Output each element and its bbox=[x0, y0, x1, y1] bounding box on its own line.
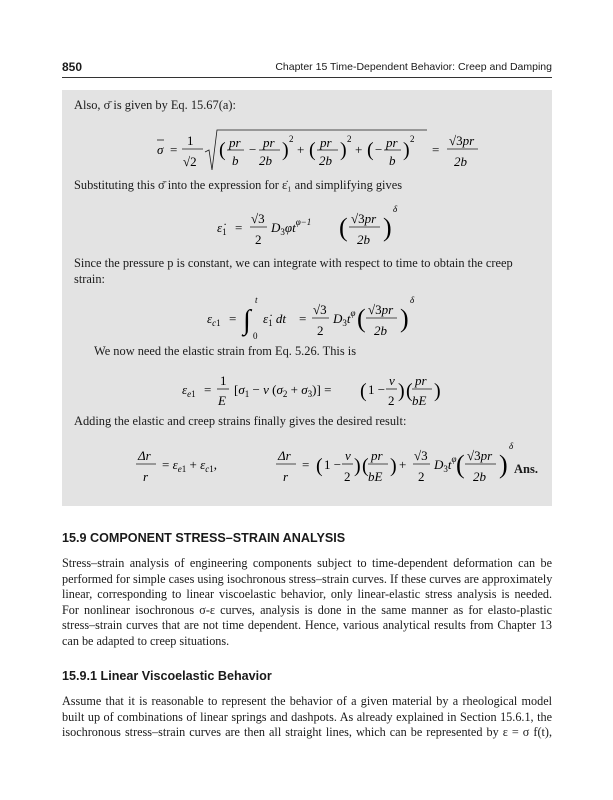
svg-text:pr: pr bbox=[320, 135, 332, 150]
paragraph-line: Stress–strain analysis of engineering components subject to time-dependent deformation can be bbox=[62, 556, 552, 570]
paragraph-line: stress–strain curves that are not time dependent. Hence, various analytical results from Chapter 13 bbox=[62, 618, 552, 633]
svg-text:(: ( bbox=[339, 213, 348, 242]
svg-text:(: ( bbox=[360, 380, 367, 402]
svg-text:= εe1 + εc1,: = $\varepsilon_e1 + \varepsilon_c1$, bbox=[162, 457, 217, 474]
svg-text:2: 2 bbox=[410, 134, 415, 144]
svg-text:2: 2 bbox=[388, 393, 395, 408]
svg-text:): ) bbox=[398, 380, 405, 402]
paragraph-line: performed for simple cases using isochronous stress–strain curves. If these curves are approximately bbox=[62, 571, 553, 586]
svg-text:=: = bbox=[229, 311, 237, 326]
svg-text:1: 1 bbox=[220, 373, 227, 388]
paragraph-line: linear, corresponding to linear viscoelastic behavior, only linear-elastic stress analysis is needed. bbox=[62, 587, 552, 602]
svg-text:=: = bbox=[302, 457, 310, 472]
subsection-heading: 15.9.1 Linear Viscoelastic Behavior bbox=[62, 669, 272, 683]
svg-text:bE: bE bbox=[412, 393, 427, 408]
svg-text:(: ( bbox=[367, 139, 374, 161]
svg-text:1 −: 1 − bbox=[324, 457, 342, 472]
svg-text:2: 2 bbox=[418, 469, 425, 484]
section-heading: 15.9 COMPONENT STRESS–STRAIN ANALYSIS bbox=[62, 531, 346, 545]
svg-text:√3pr: √3pr bbox=[368, 302, 394, 317]
svg-text:+: + bbox=[355, 142, 363, 157]
paragraph-line: Assume that it is reasonable to represent the behavior of a given material by a rheological model bbox=[62, 694, 552, 708]
paragraph-line: For nonlinear isochronous σ-ε curves, analysis is done in the same manner as for elasto-plastic bbox=[62, 602, 552, 617]
svg-text:=: = bbox=[432, 142, 440, 157]
svg-text:b: b bbox=[389, 153, 396, 168]
svg-text:pr: pr bbox=[371, 448, 383, 463]
svg-text:r: r bbox=[143, 469, 149, 484]
svg-text:pr: pr bbox=[263, 135, 275, 150]
svg-text:=: = bbox=[204, 382, 212, 397]
svg-text:): ) bbox=[390, 455, 397, 477]
svg-text:2b: 2b bbox=[259, 153, 272, 168]
svg-text:D3φtφ−1: $D_3\varphi t^{\varphi-1}$ bbox=[271, 217, 312, 237]
svg-text:−: − bbox=[249, 142, 257, 157]
svg-text:εc1: $\varepsilon_c1$ bbox=[207, 311, 221, 328]
svg-text:σ: σ bbox=[157, 142, 164, 157]
svg-text:D3tφ: $D_3t^\varphi$ bbox=[434, 454, 457, 474]
svg-text:): ) bbox=[383, 213, 392, 242]
box-paragraph-5: Adding the elastic and creep strains finally gives the desired result: bbox=[74, 414, 407, 428]
svg-text:√3pr: √3pr bbox=[351, 211, 377, 226]
svg-text:2b: 2b bbox=[374, 323, 387, 338]
svg-text:[σ1 − ν (σ2 + σ3)] =: [$\sigma_1 - \nu$ $(\sigma_2 + \sigma_3)$] = bbox=[234, 382, 332, 399]
svg-text:Δr: Δr bbox=[278, 448, 291, 463]
svg-text:√3pr: √3pr bbox=[449, 133, 475, 148]
svg-text:√3: √3 bbox=[313, 302, 327, 317]
svg-text:b: b bbox=[232, 153, 239, 168]
svg-text:√3pr: √3pr bbox=[467, 448, 493, 463]
paragraph-line: isochronous stress–strain curves are then all straight lines, which can be represented by ε = σ f(t), bbox=[62, 725, 552, 740]
svg-text:∫: ∫ bbox=[243, 305, 251, 336]
running-head: Chapter 15 Time-Dependent Behavior: Creep and Damping bbox=[275, 61, 552, 73]
svg-text:D3tφ: $D_3t^\varphi$ bbox=[333, 308, 356, 328]
svg-text:): ) bbox=[403, 139, 410, 161]
svg-text:2b: 2b bbox=[473, 469, 486, 484]
svg-text:): ) bbox=[499, 450, 508, 479]
box-paragraph-3a: Since the pressure p is constant, we can integrate with respect to time to obtain the creep bbox=[74, 256, 513, 270]
box-paragraph-3b: strain: bbox=[74, 272, 105, 286]
svg-text:2: 2 bbox=[347, 134, 352, 144]
svg-text:δ: δ bbox=[509, 441, 514, 451]
svg-text:√3: √3 bbox=[251, 211, 265, 226]
equation-creep-strain bbox=[62, 290, 552, 350]
svg-text:+: + bbox=[399, 457, 407, 472]
svg-text:2: 2 bbox=[255, 232, 262, 247]
svg-text:2b: 2b bbox=[357, 232, 370, 247]
svg-text:): ) bbox=[282, 139, 289, 161]
subsection-paragraph bbox=[62, 694, 552, 741]
svg-text:(: ( bbox=[456, 450, 465, 479]
svg-text:E: E bbox=[218, 393, 226, 408]
svg-text:−: − bbox=[375, 142, 383, 157]
svg-text:): ) bbox=[354, 455, 361, 477]
svg-text:1 −: 1 − bbox=[368, 382, 386, 397]
svg-text:2b: 2b bbox=[454, 154, 467, 169]
svg-text:(: ( bbox=[357, 304, 366, 333]
svg-text:t: t bbox=[255, 295, 258, 305]
svg-text:1: 1 bbox=[187, 133, 194, 148]
svg-text:): ) bbox=[400, 304, 409, 333]
equation-strain-rate bbox=[62, 198, 552, 258]
section-paragraph bbox=[62, 556, 552, 650]
svg-text:(: ( bbox=[362, 455, 369, 477]
svg-text:Δr: Δr bbox=[138, 448, 151, 463]
answer-label: Ans. bbox=[514, 462, 538, 476]
svg-text:(: ( bbox=[316, 455, 323, 477]
svg-text:2: 2 bbox=[289, 134, 294, 144]
svg-text:2: 2 bbox=[317, 323, 324, 338]
svg-text:pr: pr bbox=[386, 135, 398, 150]
page-header bbox=[62, 58, 552, 76]
equation-sigma-bar bbox=[62, 120, 552, 180]
svg-text:=: = bbox=[170, 142, 178, 157]
equation-final-result bbox=[62, 436, 552, 496]
svg-text:ν: ν bbox=[389, 373, 395, 388]
box-paragraph-2: Substituting this σ̄ into the expression for ε̇₁ and simplifying gives bbox=[74, 178, 403, 192]
svg-text:δ: δ bbox=[393, 204, 398, 214]
svg-text:=: = bbox=[235, 220, 243, 235]
svg-text:(: ( bbox=[406, 380, 413, 402]
svg-text:2: 2 bbox=[344, 469, 351, 484]
box-paragraph-4: We now need the elastic strain from Eq. 5.26. This is bbox=[94, 344, 357, 358]
svg-text:ε̇1 dt: $\varepsiloṅ_1$ dt bbox=[263, 311, 286, 328]
svg-text:2b: 2b bbox=[319, 153, 332, 168]
svg-text:ε̇1: $\varepsiloṅ_1$ bbox=[217, 220, 227, 237]
svg-text:0: 0 bbox=[253, 331, 258, 341]
paragraph-line: can be adapted to creep situations. bbox=[62, 633, 230, 648]
svg-text:(: ( bbox=[219, 139, 226, 161]
svg-text:δ: δ bbox=[410, 295, 415, 305]
equation-elastic-strain bbox=[62, 360, 552, 420]
svg-text:ν: ν bbox=[345, 448, 351, 463]
page-number: 850 bbox=[62, 60, 83, 74]
svg-text:(: ( bbox=[309, 139, 316, 161]
svg-text:pr: pr bbox=[415, 373, 427, 388]
box-paragraph-1: Also, σ̄ is given by Eq. 15.67(a): bbox=[74, 98, 236, 112]
svg-text:εe1: $\varepsilon_e1$ bbox=[182, 382, 196, 399]
svg-text:): ) bbox=[434, 380, 441, 402]
svg-text:pr: pr bbox=[229, 135, 241, 150]
svg-text:√3: √3 bbox=[414, 448, 428, 463]
svg-text:r: r bbox=[283, 469, 289, 484]
svg-text:): ) bbox=[340, 139, 347, 161]
example-solution-box bbox=[62, 90, 552, 506]
svg-text:bE: bE bbox=[368, 469, 383, 484]
svg-text:√2: √2 bbox=[183, 154, 197, 169]
svg-text:+: + bbox=[297, 142, 305, 157]
svg-text:=: = bbox=[299, 311, 307, 326]
paragraph-line: built up of combinations of linear springs and dashpots. As already explained in Section 15.6.1, the bbox=[62, 709, 552, 724]
header-rule bbox=[62, 77, 552, 78]
